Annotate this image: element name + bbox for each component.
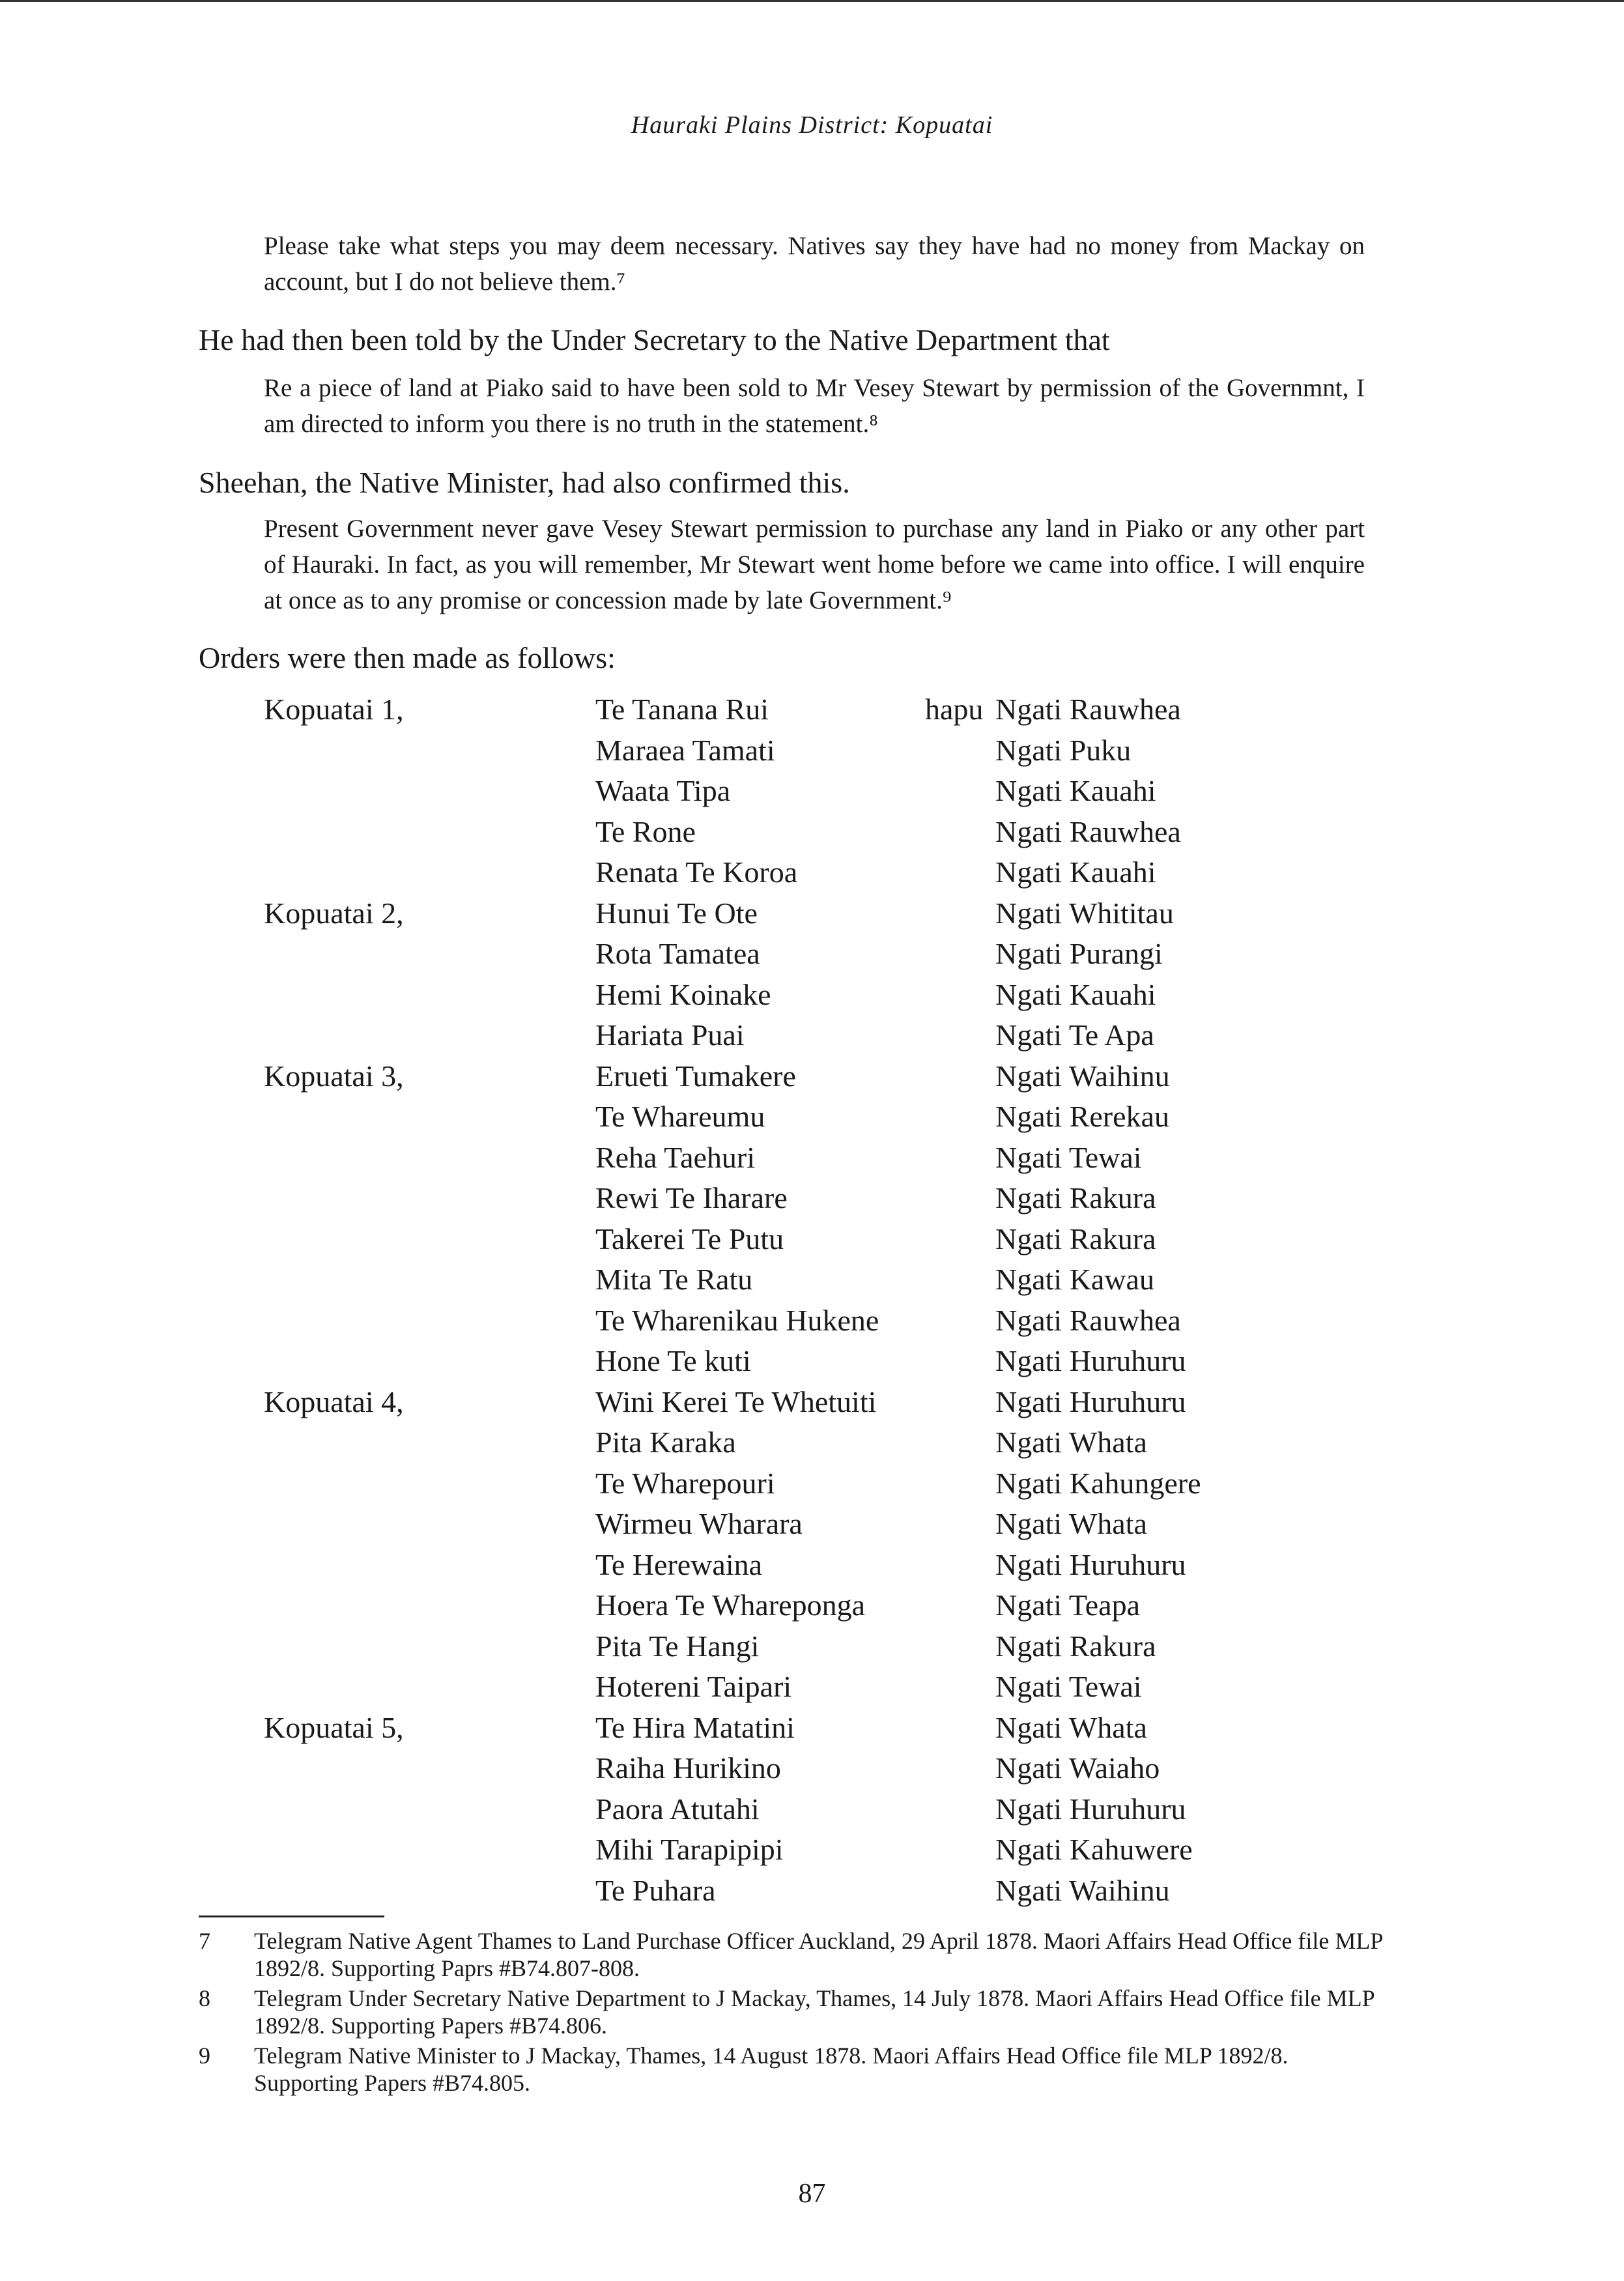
hapu-name: Ngati Te Apa — [995, 1018, 1154, 1052]
block-name: Kopuatai 3, — [264, 1059, 404, 1093]
owner-name: Te Wharepouri — [595, 1466, 775, 1500]
owner-name: Reha Taehuri — [595, 1140, 756, 1174]
block-name: Kopuatai 4, — [264, 1384, 404, 1418]
order-row — [0, 1341, 1624, 1381]
owner-name: Raiha Hurikino — [595, 1751, 781, 1785]
owner-name: Mita Te Ratu — [595, 1263, 753, 1296]
order-row — [0, 1219, 1624, 1259]
order-row — [0, 1015, 1624, 1055]
hapu-name: Ngati Rauwhea — [995, 693, 1181, 726]
hapu-name: Ngati Kahuwere — [995, 1833, 1193, 1866]
owner-name: Hoera Te Whareponga — [595, 1588, 865, 1622]
order-row — [0, 975, 1624, 1015]
order-row — [0, 1097, 1624, 1137]
quote-2: Re a piece of land at Piako said to have been sold to Mr Vesey Stewart by permission of the Governmnt, I am directed to inform you there is no truth in the statement.⁸ — [264, 374, 1365, 438]
owner-name: Te Whareumu — [595, 1100, 765, 1133]
order-row — [0, 1789, 1624, 1829]
order-row — [0, 1504, 1624, 1544]
hapu-name: Ngati Rakura — [995, 1222, 1156, 1255]
owner-name: Hemi Koinake — [595, 977, 771, 1011]
owner-name: Te Puhara — [595, 1873, 716, 1907]
footnote-text: Telegram Native Agent Thames to Land Purchase Officer Auckland, 29 April 1878. Maori Affairs Head Office file MLP 1892/8. Supporting Paprs #B74.807-808. — [254, 1928, 1383, 1981]
footnote-number: 8 — [199, 1985, 210, 2011]
footnote-9 — [199, 2042, 1384, 2097]
hapu-name: Ngati Puku — [995, 733, 1132, 767]
order-row — [0, 852, 1624, 893]
paragraph-2: Sheehan, the Native Minister, had also confirmed this. — [199, 466, 850, 499]
footnote-8 — [199, 1985, 1384, 2039]
hapu-name: Ngati Huruhuru — [995, 1384, 1186, 1418]
hapu-name: Ngati Tewai — [995, 1140, 1142, 1174]
owner-name: Te Tanana Rui — [595, 693, 769, 726]
hapu-name: Ngati Kauahi — [995, 977, 1156, 1011]
owner-name: Wini Kerei Te Whetuiti — [595, 1384, 877, 1418]
footnote-number: 7 — [199, 1928, 210, 1954]
running-head: Hauraki Plains District: Kopuatai — [631, 111, 993, 139]
order-row — [0, 1422, 1624, 1463]
hapu-name: Ngati Rakura — [995, 1181, 1156, 1214]
quote-3: Present Government never gave Vesey Stewart permission to purchase any land in Piako or any other part of Hauraki. In fact, as you will remember, Mr Stewart went home before we came into office. I will enquire at once as to any promise or concession made by late Government.⁹ — [264, 515, 1365, 614]
order-row — [0, 730, 1624, 771]
order-row — [0, 1585, 1624, 1626]
order-row — [0, 771, 1624, 811]
order-row — [0, 689, 1624, 730]
order-row — [0, 812, 1624, 852]
owner-name: Waata Tipa — [595, 774, 731, 807]
order-row — [0, 893, 1624, 934]
hapu-name: Ngati Huruhuru — [995, 1344, 1186, 1377]
hapu-label: hapu — [925, 693, 984, 726]
hapu-name: Ngati Whata — [995, 1426, 1147, 1459]
order-row — [0, 1463, 1624, 1504]
quote-1: Please take what steps you may deem necessary. Natives say they have had no money from Mackay on account, but I do not believe them.⁷ — [264, 232, 1365, 296]
hapu-name: Ngati Huruhuru — [995, 1792, 1186, 1826]
order-row — [0, 1382, 1624, 1422]
order-row — [0, 934, 1624, 974]
order-row — [0, 1829, 1624, 1870]
owner-name: Te Wharenikau Hukene — [595, 1303, 879, 1337]
order-row — [0, 1056, 1624, 1097]
order-row — [0, 1708, 1624, 1748]
hapu-name: Ngati Waihinu — [995, 1873, 1170, 1907]
owner-name: Wirmeu Wharara — [595, 1507, 803, 1540]
footnote-rule — [199, 1915, 384, 1917]
paragraph-3: Orders were then made as follows: — [199, 641, 616, 674]
block-name: Kopuatai 2, — [264, 896, 404, 930]
hapu-name: Ngati Whata — [995, 1507, 1147, 1540]
hapu-name: Ngati Purangi — [995, 937, 1163, 970]
order-row — [0, 1748, 1624, 1788]
block-name: Kopuatai 1, — [264, 693, 404, 726]
hapu-name: Ngati Rakura — [995, 1629, 1156, 1663]
owner-name: Rewi Te Iharare — [595, 1181, 788, 1214]
order-row — [0, 1259, 1624, 1300]
page-number: 87 — [798, 2179, 826, 2209]
order-row — [0, 1138, 1624, 1178]
hapu-name: Ngati Whata — [995, 1710, 1147, 1744]
footnote-text: Telegram Under Secretary Native Department to J Mackay, Thames, 14 July 1878. Maori Affairs Head Office file MLP 1892/8. Supporting Papers #B74.806. — [254, 1985, 1375, 2039]
hapu-name: Ngati Rauwhea — [995, 1303, 1181, 1337]
hapu-name: Ngati Teapa — [995, 1588, 1141, 1622]
hapu-name: Ngati Huruhuru — [995, 1547, 1186, 1581]
owner-name: Takerei Te Putu — [595, 1222, 784, 1255]
owner-name: Maraea Tamati — [595, 733, 775, 767]
order-row — [0, 1667, 1624, 1707]
hapu-name: Ngati Kawau — [995, 1263, 1154, 1296]
owner-name: Te Rone — [595, 814, 696, 848]
hapu-name: Ngati Rerekau — [995, 1100, 1169, 1133]
order-row — [0, 1178, 1624, 1218]
hapu-name: Ngati Tewai — [995, 1670, 1142, 1703]
owner-name: Erueti Tumakere — [595, 1059, 796, 1093]
footnote-number: 9 — [199, 2043, 210, 2069]
owner-name: Mihi Tarapipipi — [595, 1833, 784, 1866]
top-border-rule — [0, 0, 1624, 2]
hapu-name: Ngati Kauahi — [995, 774, 1156, 807]
footnote-7 — [199, 1927, 1384, 1982]
owner-name: Renata Te Koroa — [595, 855, 798, 889]
owner-name: Te Hira Matatini — [595, 1710, 795, 1744]
hapu-name: Ngati Whititau — [995, 896, 1174, 930]
footnote-text: Telegram Native Minister to J Mackay, Thames, 14 August 1878. Maori Affairs Head Office file MLP 1892/8. Supporting Papers #B74.805. — [254, 2043, 1289, 2096]
hapu-name: Ngati Kahungere — [995, 1466, 1201, 1500]
owner-name: Hariata Puai — [595, 1018, 745, 1052]
hapu-name: Ngati Waiaho — [995, 1751, 1160, 1785]
order-row — [0, 1626, 1624, 1667]
order-row — [0, 1300, 1624, 1341]
owner-name: Paora Atutahi — [595, 1792, 760, 1826]
owner-name: Hone Te kuti — [595, 1344, 751, 1377]
owner-name: Hotereni Taipari — [595, 1670, 792, 1703]
owner-name: Pita Te Hangi — [595, 1629, 760, 1663]
hapu-name: Ngati Waihinu — [995, 1059, 1170, 1093]
owner-name: Te Herewaina — [595, 1547, 763, 1581]
hapu-name: Ngati Rauwhea — [995, 814, 1181, 848]
order-row — [0, 1545, 1624, 1585]
paragraph-1: He had then been told by the Under Secretary to the Native Department that — [199, 323, 1110, 356]
order-row — [0, 1871, 1624, 1911]
block-name: Kopuatai 5, — [264, 1710, 404, 1744]
owner-name: Pita Karaka — [595, 1426, 736, 1459]
hapu-name: Ngati Kauahi — [995, 855, 1156, 889]
owner-name: Rota Tamatea — [595, 937, 760, 970]
owner-name: Hunui Te Ote — [595, 896, 758, 930]
